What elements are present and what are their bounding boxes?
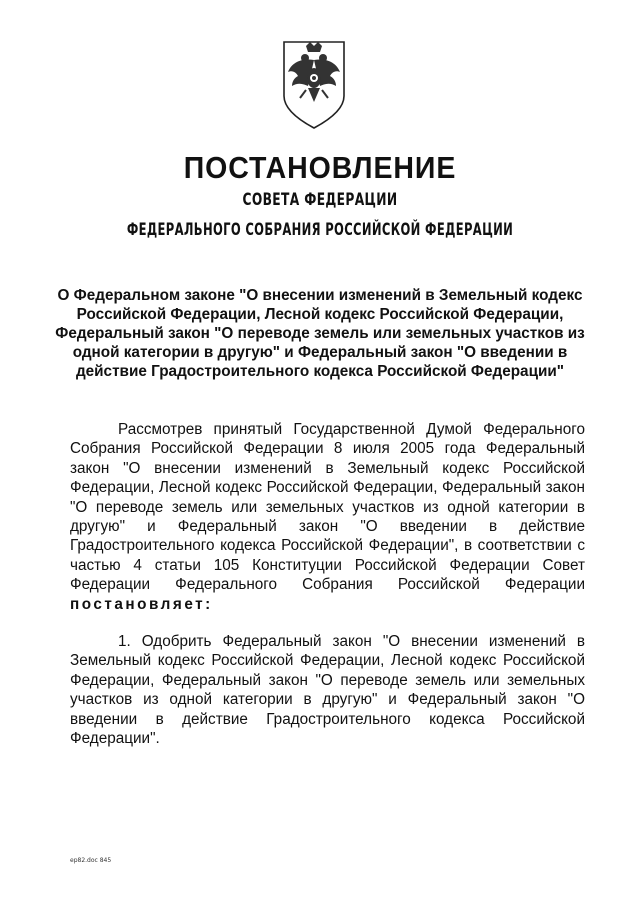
preamble-paragraph [70,420,585,614]
document-subject-title: О Федеральном законе "О внесении изменений в Земельный кодекс Российской Федерации, Лесной кодекс Российской Федерации, Федеральный закон "О переводе земель или земельных участков из одной категории в другую" и Федеральный закон "О введении в действие Градостроительного кодекса Российской Федерации" [55,287,585,380]
issuer-line-1: СОВЕТА ФЕДЕРАЦИИ [242,190,398,210]
issuer-line-2: ФЕДЕРАЛЬНОГО СОБРАНИЯ РОССИЙСКОЙ ФЕДЕРАЦИИ [126,220,514,240]
preamble-text: Рассмотрев принятый Государственной Думой Федерального Собрания Российской Федерации 8 июля 2005 года Федеральный закон "О внесении изменений в Земельный кодекс Российской Федерации, Лесной кодекс Российской Федерации, Федеральный закон "О переводе земель или земельных участков из одной категории в другую" и Федеральный закон "О введении в действие Градостроительного кодекса Российской Федерации", в соответствии с частью 4 статьи 105 Конституции Российской Федерации Совет Федерации Федерального Собрания Российской Федерации [70,421,585,594]
file-code: ер82.doc 845 [70,857,112,864]
coat-of-arms-icon [278,38,350,130]
resolution-item-1: 1. Одобрить Федеральный закон "О внесении изменений в Земельный кодекс Российской Федерации, Лесной кодекс Российской Федерации, Федеральный закон "О переводе земель или земельных участков из одной категории в другую" и Федеральный закон "О введении в действие Градостроительного кодекса Российской Федерации". [70,633,585,748]
resolves-keyword: постановляет: [70,595,213,613]
document-type-title: ПОСТАНОВЛЕНИЕ [183,150,457,185]
